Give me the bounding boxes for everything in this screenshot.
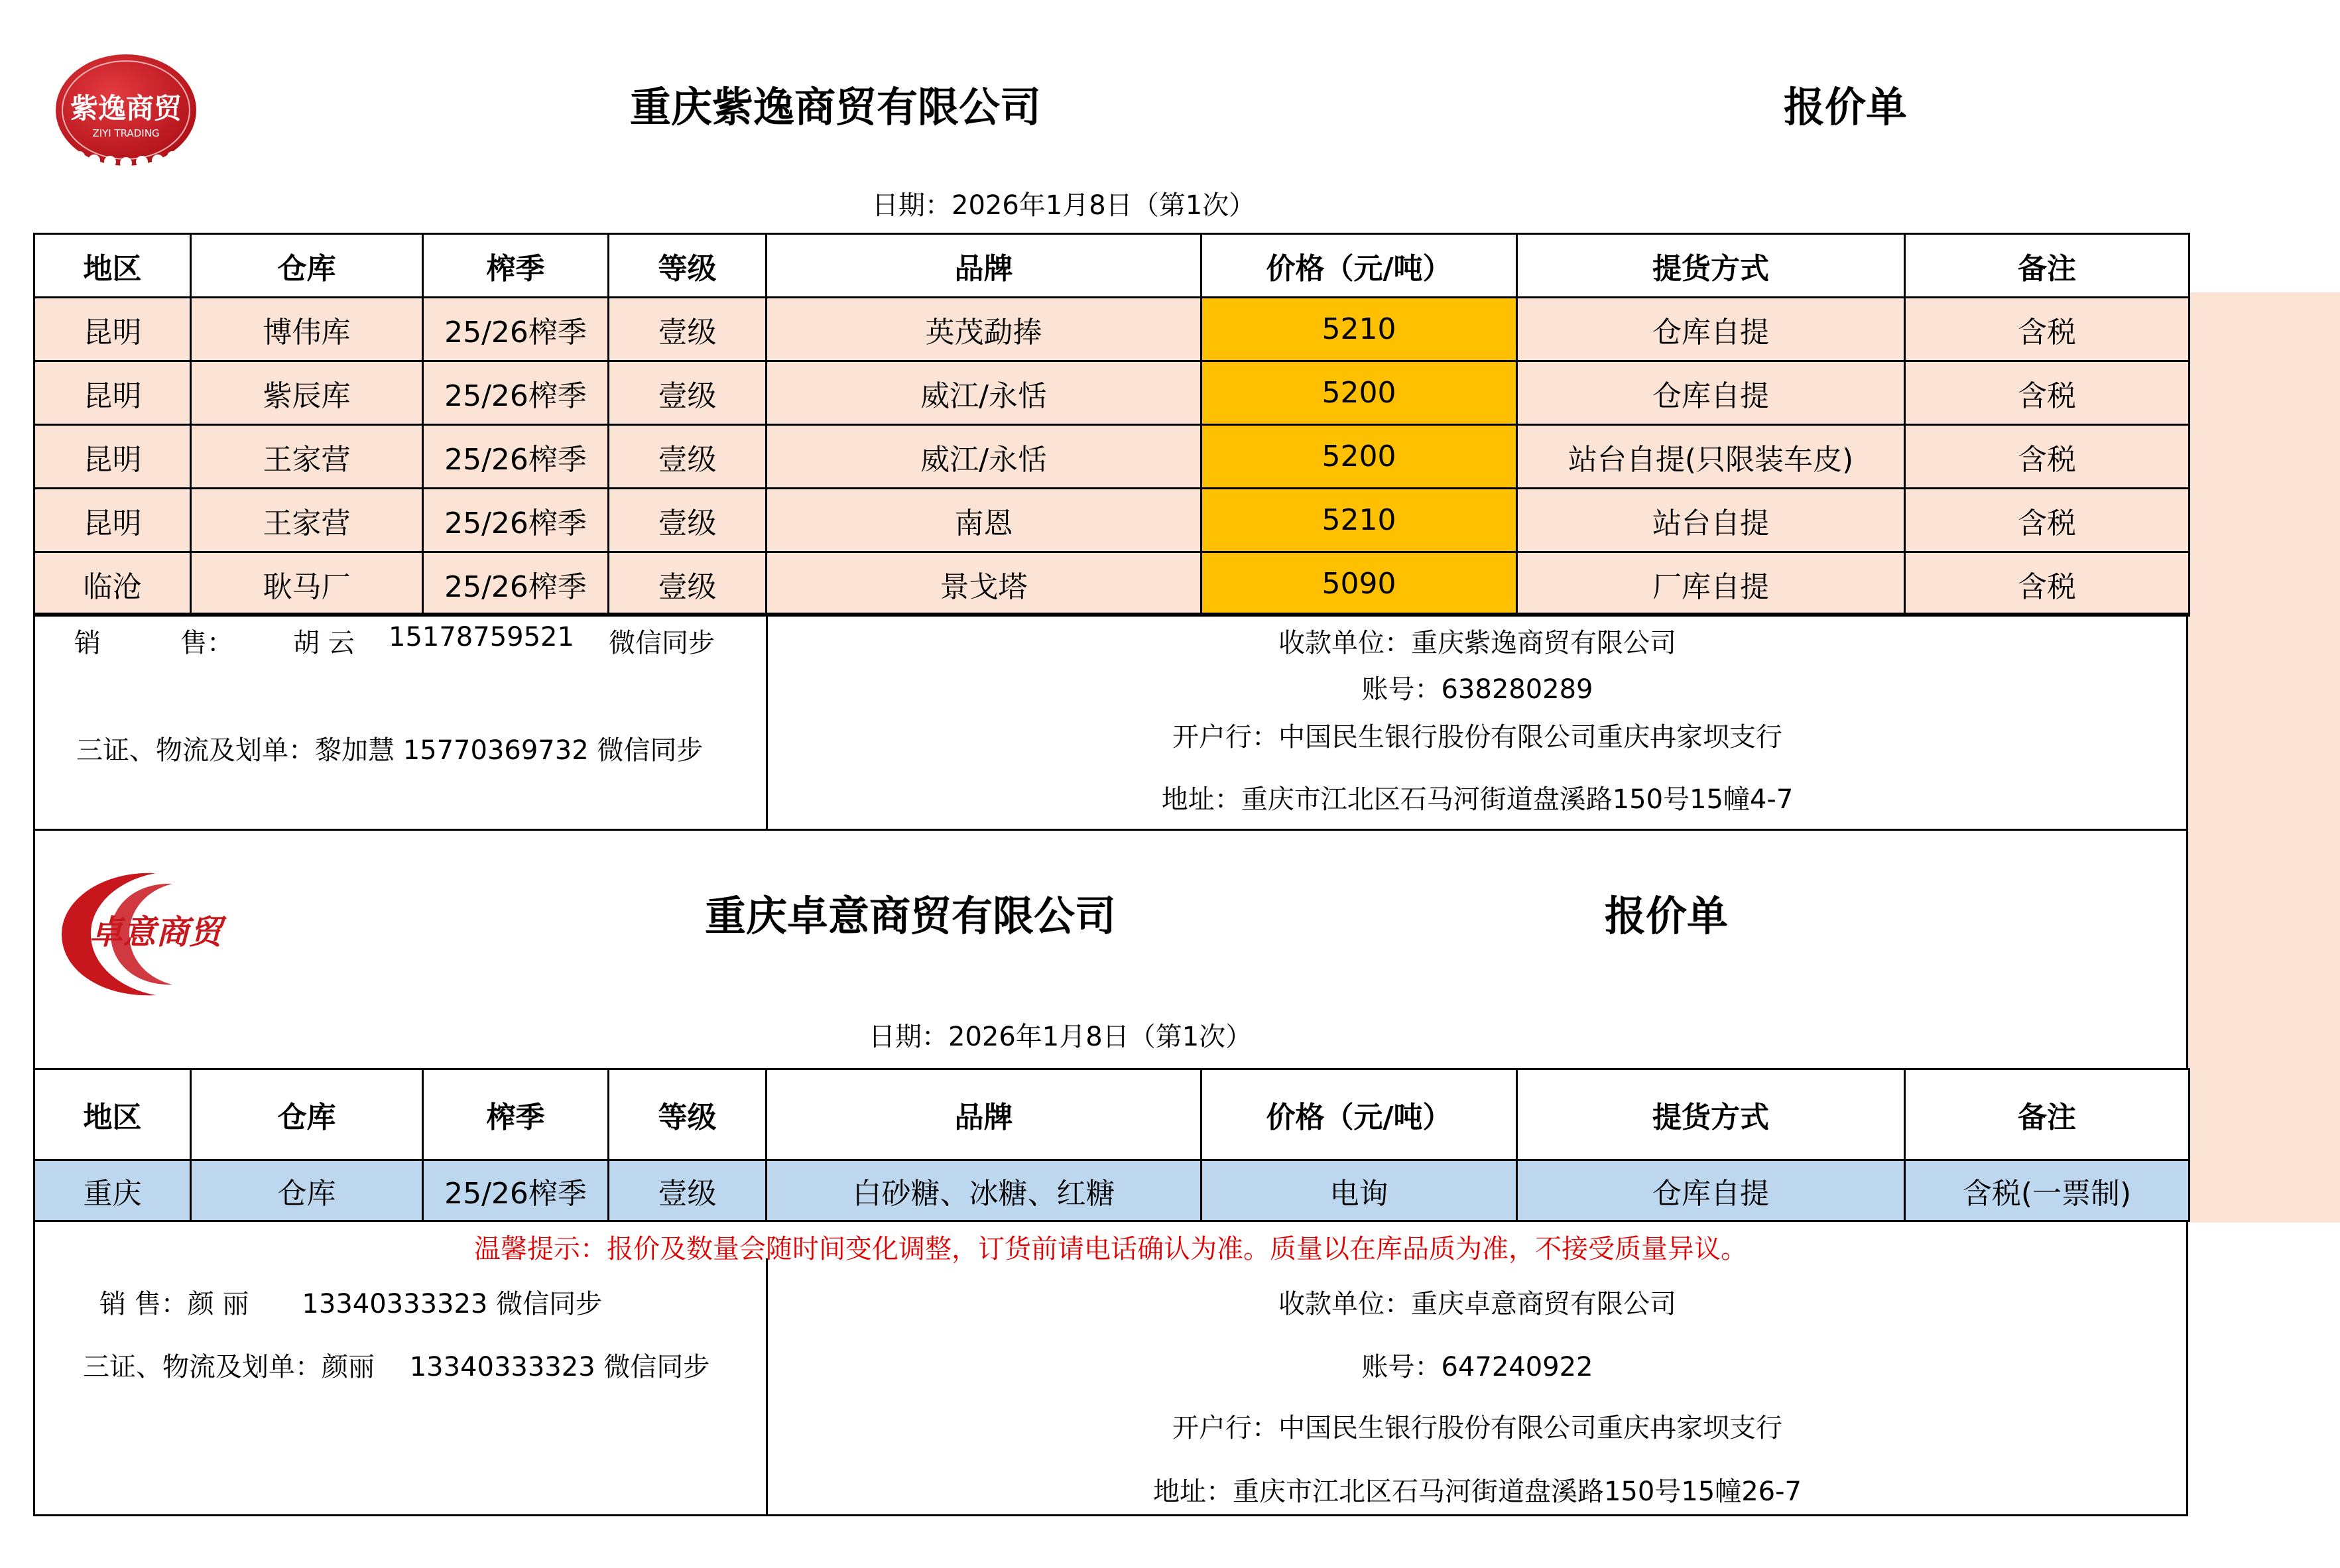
sales-name-1: 胡 云: [293, 628, 355, 658]
cell-region: 昆明: [34, 489, 191, 552]
cell-grade: 壹级: [609, 425, 767, 489]
cell-grade: 壹级: [609, 298, 767, 361]
address-2: 地址：重庆市江北区石马河街道盘溪路150号15幢26-7: [1152, 1477, 1802, 1507]
cell-region: 昆明: [34, 361, 191, 425]
cell-price: 5210: [1201, 489, 1517, 552]
cell-warehouse: 紫辰库: [191, 361, 423, 425]
cell-remark: 含税: [1905, 361, 2189, 425]
table-row: [34, 361, 2189, 425]
payee-2: 收款单位：重庆卓意商贸有限公司: [1278, 1289, 1676, 1319]
cell-grade: 壹级: [609, 489, 767, 552]
address-1: 地址：重庆市江北区石马河街道盘溪路150号15幢4-7: [1161, 784, 1794, 815]
cell-remark: 含税: [1905, 425, 2189, 489]
sales-label-1: 销 售：: [74, 628, 233, 658]
cell-brand: 景戈塔: [767, 552, 1201, 616]
cell-brand: 南恩: [767, 489, 1201, 552]
header-brand: 品牌: [767, 1069, 1201, 1160]
cell-warehouse: 仓库: [191, 1160, 423, 1221]
cell-warehouse: 博伟库: [191, 298, 423, 361]
header-delivery: 提货方式: [1517, 234, 1905, 298]
cell-season: 25/26榨季: [423, 552, 609, 616]
cell-brand: 英茂勐捧: [767, 298, 1201, 361]
cell-brand: 白砂糖、冰糖、红糖: [767, 1160, 1201, 1221]
cell-remark: 含税: [1905, 298, 2189, 361]
cell-remark: 含税: [1905, 552, 2189, 616]
cell-warehouse: 耿马厂: [191, 552, 423, 616]
header-remark: 备注: [1905, 1069, 2189, 1160]
ziyi-logo: [53, 52, 199, 171]
notice-2: 温馨提示：报价及数量会随时间变化调整，订货前请电话确认为准。质量以在库品质为准，不接受质量异议。: [474, 1234, 1747, 1264]
cell-region: 重庆: [34, 1160, 191, 1221]
cell-region: 昆明: [34, 298, 191, 361]
cell-season: 25/26榨季: [423, 489, 609, 552]
cell-delivery: 站台自提(只限装车皮): [1517, 425, 1905, 489]
cell-season: 25/26榨季: [423, 298, 609, 361]
cell-region: 临沧: [34, 552, 191, 616]
cell-delivery: 仓库自提: [1517, 298, 1905, 361]
header-grade: 等级: [609, 1069, 767, 1160]
cell-brand: 威江/永恬: [767, 425, 1201, 489]
table-row: [34, 298, 2189, 361]
zhuoyi-logo-text: 卓意商贸: [90, 913, 222, 951]
table-row: [34, 552, 2189, 616]
quote-table-1: [33, 233, 2190, 617]
sales-note-1: 微信同步: [609, 628, 715, 658]
logistics-1: 三证、物流及划单：黎加慧 15770369732 微信同步: [76, 735, 704, 766]
payee-1: 收款单位：重庆紫逸商贸有限公司: [1278, 628, 1676, 658]
zhuoyi-logo: [56, 865, 232, 1001]
cell-delivery: 站台自提: [1517, 489, 1905, 552]
header-brand: 品牌: [767, 234, 1201, 298]
sales-2: 销 售：颜 丽 13340333323 微信同步: [99, 1289, 603, 1319]
cell-warehouse: 王家营: [191, 489, 423, 552]
date-2: 日期：2026年1月8日（第1次）: [869, 1022, 1253, 1052]
cell-grade: 壹级: [609, 552, 767, 616]
header-remark: 备注: [1905, 234, 2189, 298]
header-delivery: 提货方式: [1517, 1069, 1905, 1160]
cell-price: 5200: [1201, 361, 1517, 425]
cell-warehouse: 王家营: [191, 425, 423, 489]
header-price: 价格（元/吨）: [1201, 234, 1517, 298]
date-1: 日期：2026年1月8日（第1次）: [872, 190, 1256, 221]
logistics-2: 三证、物流及划单：颜丽 13340333323 微信同步: [83, 1352, 710, 1382]
table-row: [34, 1160, 2189, 1221]
cell-brand: 威江/永恬: [767, 361, 1201, 425]
cell-season: 25/26榨季: [423, 361, 609, 425]
header-grade: 等级: [609, 234, 767, 298]
sales-phone-1: 15178759521: [389, 622, 574, 652]
header-season: 榨季: [423, 234, 609, 298]
cell-price: 电询: [1201, 1160, 1517, 1221]
header-season: 榨季: [423, 1069, 609, 1160]
table-header-row: [34, 234, 2189, 298]
cell-delivery: 仓库自提: [1517, 1160, 1905, 1221]
cell-delivery: 仓库自提: [1517, 361, 1905, 425]
cell-price: 5090: [1201, 552, 1517, 616]
account-2: 账号：647240922: [1361, 1352, 1593, 1382]
cell-remark: 含税: [1905, 489, 2189, 552]
cell-region: 昆明: [34, 425, 191, 489]
header-region: 地区: [34, 234, 191, 298]
doc-title-1: 报价单: [1784, 83, 1908, 131]
header-region: 地区: [34, 1069, 191, 1160]
table-row: [34, 489, 2189, 552]
company-title-2: 重庆卓意商贸有限公司: [705, 892, 1117, 940]
cell-price: 5200: [1201, 425, 1517, 489]
quote-table-2: [33, 1068, 2190, 1222]
table-row: [34, 425, 2189, 489]
header-warehouse: 仓库: [191, 1069, 423, 1160]
ziyi-logo-subtext: ZIYI TRADING: [92, 127, 160, 139]
cell-price: 5210: [1201, 298, 1517, 361]
company-title-1: 重庆紫逸商贸有限公司: [630, 83, 1042, 131]
cell-grade: 壹级: [609, 361, 767, 425]
header-price: 价格（元/吨）: [1201, 1069, 1517, 1160]
bank-1: 开户行：中国民生银行股份有限公司重庆冉家坝支行: [1172, 722, 1782, 753]
account-1: 账号：638280289: [1361, 674, 1593, 705]
cell-season: 25/26榨季: [423, 1160, 609, 1221]
bank-2: 开户行：中国民生银行股份有限公司重庆冉家坝支行: [1172, 1413, 1782, 1443]
cell-delivery: 厂库自提: [1517, 552, 1905, 616]
header-warehouse: 仓库: [191, 234, 423, 298]
side-band: [2188, 292, 2340, 1223]
table-header-row: [34, 1069, 2189, 1160]
cell-remark: 含税(一票制): [1905, 1160, 2189, 1221]
cell-season: 25/26榨季: [423, 425, 609, 489]
cell-grade: 壹级: [609, 1160, 767, 1221]
doc-title-2: 报价单: [1605, 892, 1729, 940]
ziyi-logo-text: 紫逸商贸: [70, 92, 182, 125]
